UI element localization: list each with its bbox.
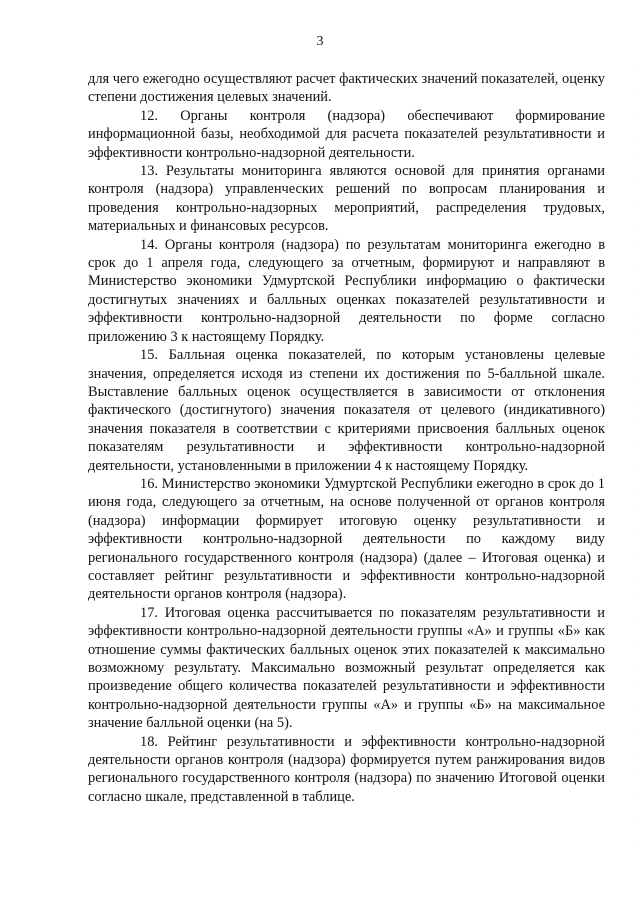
scan-edge-marks — [632, 60, 634, 860]
paragraph-12: 12. Органы контроля (надзора) обеспечивают формирование информационной базы, необходимой для расчета показателей результативности и эффективности контрольно-надзорной деятельности. — [88, 107, 605, 161]
paragraph-17: 17. Итоговая оценка рассчитывается по показателям результативности и эффективности контрольно-надзорной деятельности группы «А» и группы «Б» как отношение суммы фактических балльных оценок этих показателей к максимально возможному результату. Максимально возможный результат определяется как произведение общего количества показателей результативности и эффективности контрольно-надзорной деятельности группы «А» и группы «Б» на максимальное значение балльной оценки (на 5). — [88, 604, 605, 732]
paragraph-continuation: для чего ежегодно осуществляют расчет фактических значений показателей, оценку степени достижения целевых значений. — [88, 71, 605, 106]
paragraph-18: 18. Рейтинг результативности и эффективности контрольно-надзорной деятельности органов контроля (надзора) формируется путем ранжирования видов регионального государственного контроля (надзора) по значению Итоговой оценки согласно шкале, представленной в таблице. — [88, 733, 605, 805]
paragraph-13: 13. Результаты мониторинга являются основой для принятия органами контроля (надзора) управленческих решений по вопросам планирования и проведения контрольно-надзорных мероприятий, распределения трудовых, материальных и финансовых ресурсов. — [88, 163, 605, 235]
page-number: 3 — [316, 34, 324, 49]
document-body — [88, 70, 605, 806]
paragraph-14: 14. Органы контроля (надзора) по результатам мониторинга ежегодно в срок до 1 апреля года, следующего за отчетным, формируют и направляют в Министерство экономики Удмуртской Республики информацию о фактически достигнутых значениях и балльных оценках показателей результативности и эффективности контрольно-надзорной деятельности по форме согласно приложению 3 к настоящему Порядку. — [88, 236, 605, 345]
paragraph-16: 16. Министерство экономики Удмуртской Республики ежегодно в срок до 1 июня года, следующего за отчетным, на основе полученной от органов контроля (надзора) информации формирует итоговую оценку результативности и эффективности контрольно-надзорной деятельности по каждому виду регионального государственного контроля (надзора) (далее – Итоговая оценка) и составляет рейтинг результативности и эффективности контрольно-надзорной деятельности органов контроля (надзора). — [88, 475, 605, 603]
paragraph-15: 15. Балльная оценка показателей, по которым установлены целевые значения, определяется исходя из степени их достижения по 5-балльной шкале. Выставление балльных оценок осуществляется в зависимости от отклонения фактического (достигнутого) значения показателя от целевого (индикативного) значения показателя в соответствии с критериями присвоения балльных оценок показателям результативности и эффективности контрольно-надзорной деятельности, установленными в приложении 4 к настоящему Порядку. — [88, 347, 605, 474]
